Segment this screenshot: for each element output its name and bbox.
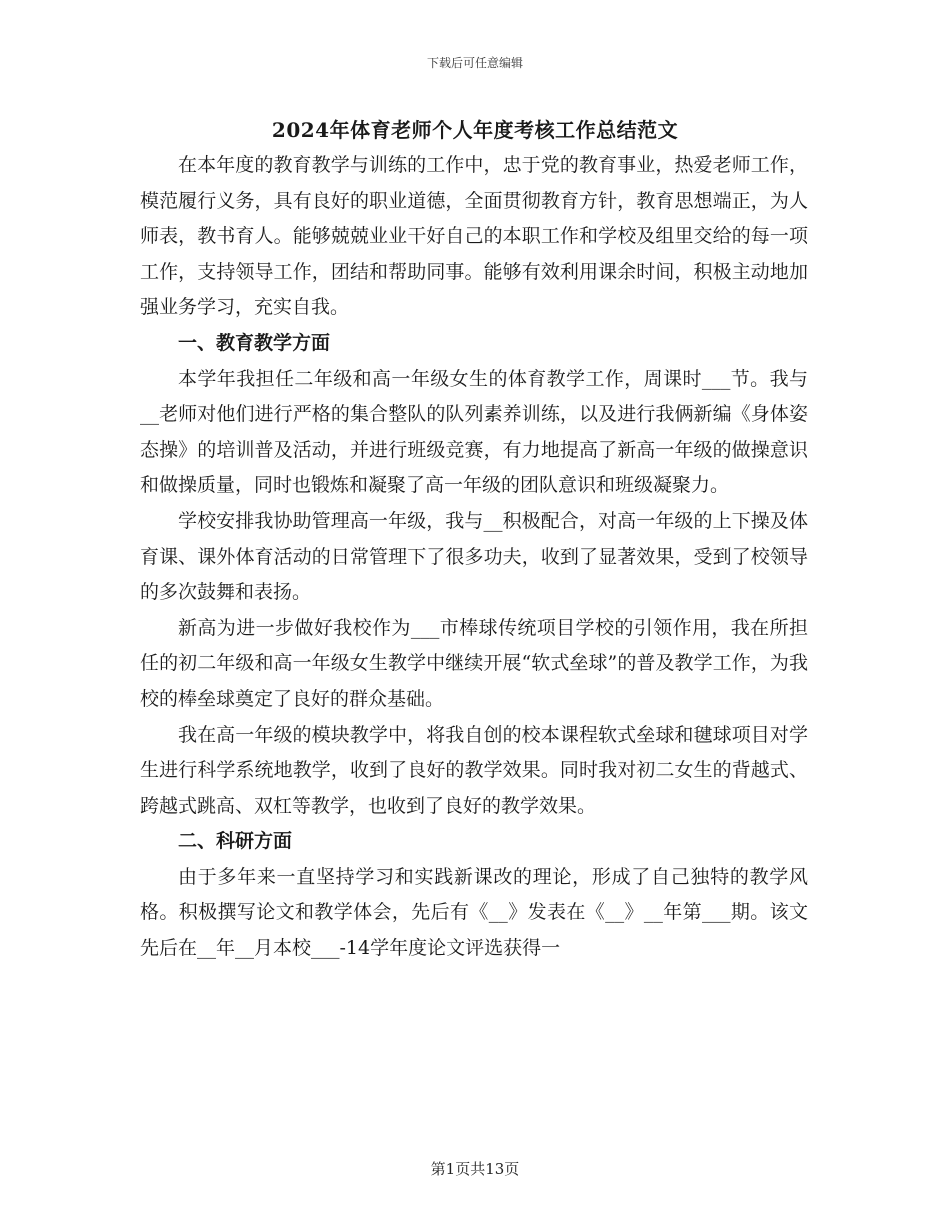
paragraph: 新高为进一步做好我校作为___市棒球传统项目学校的引领作用，我在所担任的初二年级和高一年级女生教学中继续开展“软式垒球”的普及教学工作，为我校的棒垒球奠定了良好的群众基础。 bbox=[140, 616, 808, 710]
section-heading-teaching: 一、教育教学方面 bbox=[178, 331, 331, 354]
header-note: 下载后可任意编辑 bbox=[426, 56, 523, 70]
section-heading-research: 二、科研方面 bbox=[178, 830, 293, 853]
paragraph: 学校安排我协助管理高一年级，我与__积极配合，对高一年级的上下操及体育课、课外体育活动的日常管理下了很多功夫，收到了显著效果，受到了校领导的多次鼓舞和表扬。 bbox=[140, 509, 808, 604]
paragraph: 由于多年来一直坚持学习和实践新课改的理论，形成了自己独特的教学风格。积极撰写论文和教学体会，先后有《__》发表在《__》__年第___期。该文先后在__年__月本校___-14学年度论文评选获得一 bbox=[140, 865, 808, 960]
page-number: 第1页共13页 bbox=[430, 1160, 520, 1178]
paragraph: 我在高一年级的模块教学中，将我自创的校本课程软式垒球和毽球项目对学生进行科学系统地教学，收到了良好的教学效果。同时我对初二女生的背越式、跨越式跳高、双杠等教学，也收到了良好的教学效果。 bbox=[140, 723, 808, 817]
document-title: 2024年体育老师个人年度考核工作总结范文 bbox=[271, 118, 679, 142]
document-body bbox=[140, 148, 808, 967]
paragraph: 本学年我担任二年级和高一年级女生的体育教学工作，周课时___节。我与__老师对他们进行严格的集合整队的队列素养训练，以及进行我俩新编《身体姿态操》的培训普及活动，并进行班级竞赛，有力地提高了新高一年级的做操意识和做操质量，同时也锻炼和凝聚了高一年级的团队意识和班级凝聚力。 bbox=[140, 367, 808, 497]
intro-paragraph: 在本年度的教育教学与训练的工作中，忠于党的教育事业，热爱老师工作，模范履行义务，具有良好的职业道德，全面贯彻教育方针，教育思想端正，为人师表，教书育人。能够兢兢业业干好自己的本职工作和学校及组里交给的每一项工作，支持领导工作，团结和帮助同事。能够有效利用课余时间，积极主动地加强业务学习，充实自我。 bbox=[140, 154, 808, 319]
